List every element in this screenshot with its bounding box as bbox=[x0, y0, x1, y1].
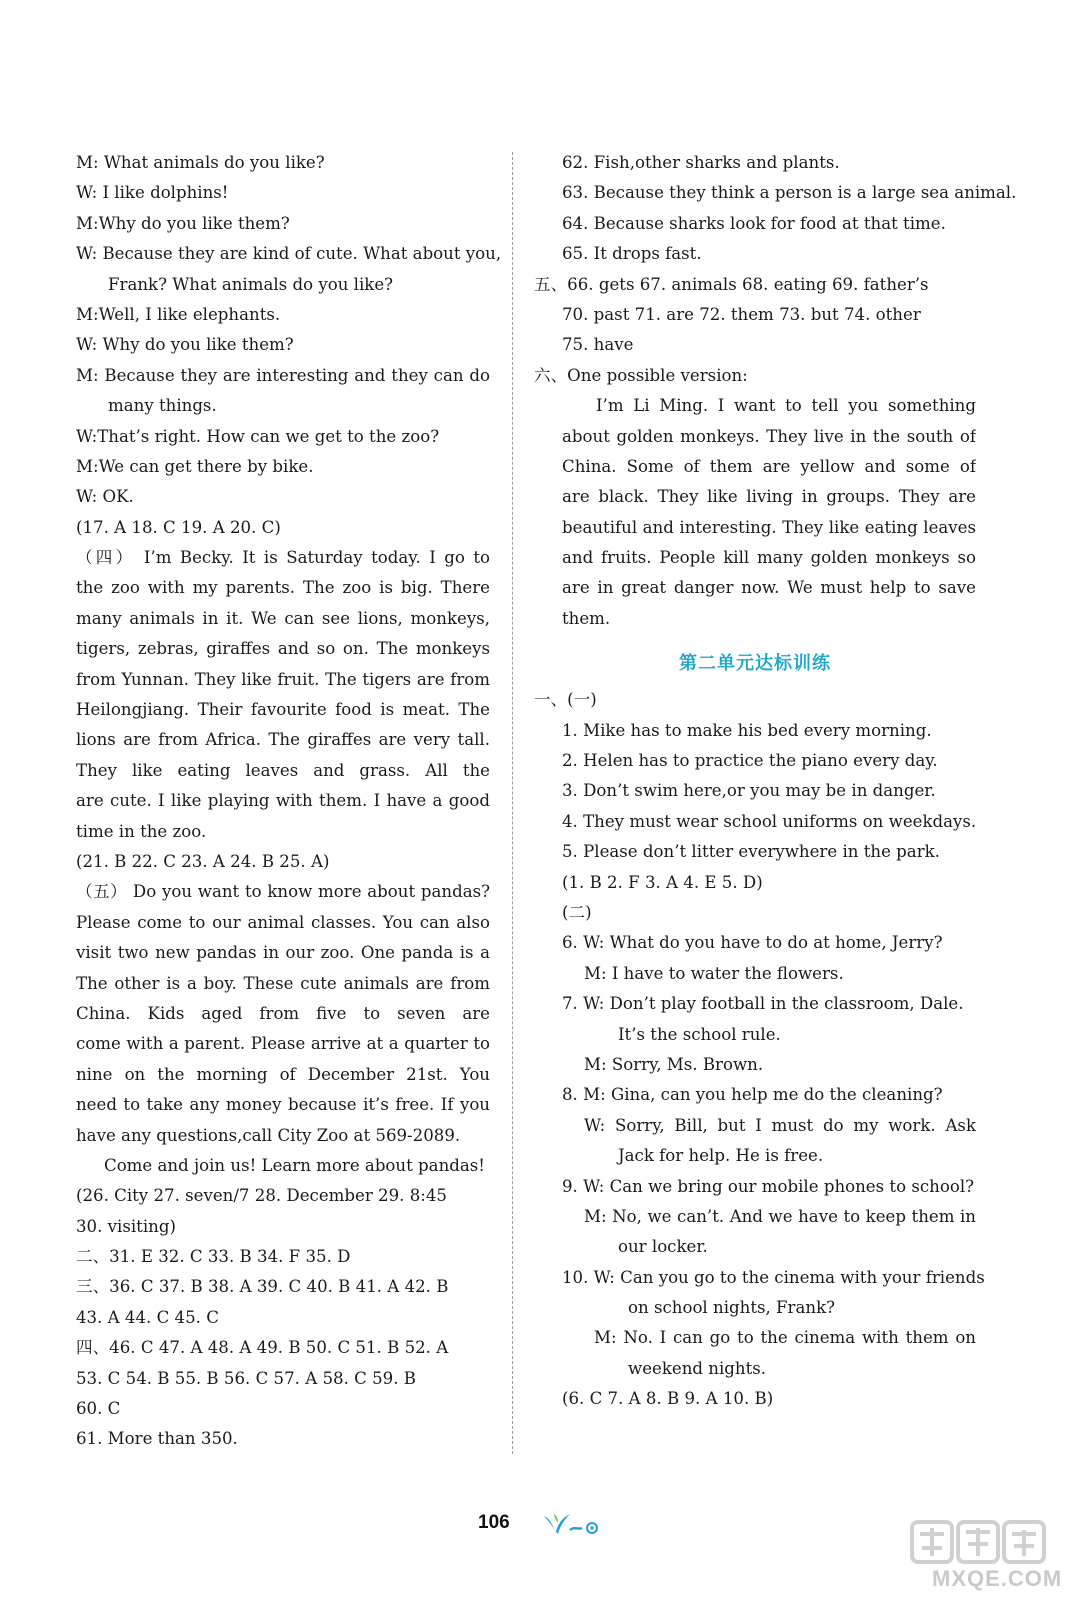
unit-title: 第二单元达标训练 bbox=[679, 653, 831, 675]
answer-line: 4. They must wear school uniforms on weekdays. bbox=[562, 811, 977, 831]
answer-key-line: (6. C 7. A 8. B 9. A 10. B) bbox=[562, 1389, 774, 1409]
dialogue-line: W: I like dolphins! bbox=[76, 183, 229, 203]
dialogue-line: 6. W: What do you have to do at home, Jerry? bbox=[562, 933, 943, 953]
passage-line: Come and join us! Learn more about pandas! bbox=[104, 1155, 485, 1175]
answer-key-line: (21. B 22. C 23. A 24. B 25. A) bbox=[76, 851, 330, 871]
dialogue-line: W: Why do you like them? bbox=[76, 335, 294, 355]
passage-line: Please come to our animal classes. You can also bbox=[76, 912, 490, 932]
passage-line: have any questions,call City Zoo at 569-2089. bbox=[76, 1125, 461, 1145]
dialogue-line: on school nights, Frank? bbox=[628, 1298, 836, 1318]
dialogue-line: M: Sorry, Ms. Brown. bbox=[584, 1054, 764, 1074]
answer-key-line: 四、46. C 47. A 48. A 49. B 50. C 51. B 52. A bbox=[76, 1338, 449, 1358]
dialogue-line: W: Sorry, Bill, but I must do my work. Ask bbox=[584, 1115, 976, 1135]
essay-line: are black. They like living in groups. They are bbox=[562, 487, 976, 507]
section-heading: 六、One possible version: bbox=[534, 365, 748, 385]
answer-key-line: 二、31. E 32. C 33. B 34. F 35. D bbox=[76, 1247, 351, 1267]
dialogue-line: weekend nights. bbox=[628, 1358, 767, 1378]
passage-line: visit two new pandas in our zoo. One panda is a bbox=[76, 943, 490, 963]
dialogue-line: W: OK. bbox=[76, 487, 134, 507]
answer-key-line: 61. More than 350. bbox=[76, 1429, 238, 1449]
answer-line: 3. Don’t swim here,or you may be in danger. bbox=[562, 781, 936, 801]
answer-line: 62. Fish,other sharks and plants. bbox=[562, 153, 840, 172]
dialogue-line: M: I have to water the flowers. bbox=[584, 963, 844, 983]
left-column bbox=[76, 148, 502, 1455]
dialogue-line: 8. M: Gina, can you help me do the cleaning? bbox=[562, 1085, 943, 1105]
passage-line: come with a parent. Please arrive at a quarter to bbox=[76, 1034, 490, 1054]
right-column bbox=[534, 148, 1017, 1415]
passage-line: （五） Do you want to know more about pandas? bbox=[76, 882, 490, 902]
essay-line: I’m Li Ming. I want to tell you something bbox=[596, 396, 976, 416]
answer-line: 2. Helen has to practice the piano every day. bbox=[562, 751, 938, 771]
dialogue-line: 7. W: Don’t play football in the classroom, Dale. bbox=[562, 994, 964, 1014]
passage-line: from Yunnan. They like fruit. The tigers are from bbox=[76, 669, 490, 689]
answer-key-line: 60. C bbox=[76, 1399, 121, 1419]
dialogue-line: W: Because they are kind of cute. What about you, bbox=[76, 244, 502, 264]
passage-line: China. Kids aged from five to seven are bbox=[76, 1003, 490, 1023]
answer-key-line: (1. B 2. F 3. A 4. E 5. D) bbox=[562, 872, 763, 892]
dialogue-line: 9. W: Can we bring our mobile phones to school? bbox=[562, 1176, 975, 1196]
dialogue-line: our locker. bbox=[618, 1237, 708, 1257]
answer-key-line: 五、66. gets 67. animals 68. eating 69. father’s bbox=[534, 274, 929, 294]
dialogue-line: many things. bbox=[108, 396, 217, 416]
dialogue-line: Frank? What animals do you like? bbox=[108, 274, 394, 294]
answer-line: 65. It drops fast. bbox=[562, 244, 702, 264]
answer-key-line: 75. have bbox=[562, 335, 634, 355]
passage-line: nine on the morning of December 21st. You bbox=[76, 1064, 490, 1084]
passage-line: the zoo with my parents. The zoo is big. There bbox=[76, 578, 490, 598]
answer-key-line: 43. A 44. C 45. C bbox=[76, 1307, 219, 1327]
passage-line: many animals in it. We can see lions, monkeys, bbox=[76, 608, 490, 628]
answer-key-line: 三、36. C 37. B 38. A 39. C 40. B 41. A 42. B bbox=[76, 1277, 449, 1297]
dialogue-line: 10. W: Can you go to the cinema with your friends bbox=[562, 1267, 985, 1287]
column-divider bbox=[512, 152, 513, 1454]
answer-line: 5. Please don’t litter everywhere in the park. bbox=[562, 842, 940, 862]
dialogue-line: W:That’s right. How can we get to the zoo? bbox=[76, 426, 440, 446]
dialogue-line: M:Why do you like them? bbox=[76, 213, 290, 233]
passage-line: need to take any money because it’s free. If you bbox=[76, 1095, 490, 1115]
passage-line: Heilongjiang. Their favourite food is meat. The bbox=[76, 700, 490, 720]
essay-line: China. Some of them are yellow and some of bbox=[562, 456, 976, 476]
answer-key-line: 30. visiting) bbox=[76, 1216, 176, 1236]
watermark-text: MXQE.COM bbox=[932, 1566, 1063, 1591]
answer-line: 1. Mike has to make his bed every morning. bbox=[562, 720, 932, 740]
dialogue-line: M: No, we can’t. And we have to keep them in bbox=[584, 1206, 976, 1226]
dialogue-line: M: Because they are interesting and they can do bbox=[76, 365, 490, 385]
dialogue-line: M:We can get there by bike. bbox=[76, 456, 314, 476]
dialogue-line: M: What animals do you like? bbox=[76, 153, 325, 172]
passage-line: lions are from Africa. The giraffes are very tall. bbox=[76, 730, 490, 750]
passage-line: The other is a boy. These cute animals are from bbox=[76, 973, 490, 993]
dialogue-line: M:Well, I like elephants. bbox=[76, 304, 281, 324]
essay-line: are in great danger now. We must help to save bbox=[562, 578, 976, 598]
answer-key-line: (17. A 18. C 19. A 20. C) bbox=[76, 517, 281, 537]
passage-line: tigers, zebras, giraffes and so on. The monkeys bbox=[76, 639, 490, 659]
answer-key-line: (26. City 27. seven/7 28. December 29. 8:45 bbox=[76, 1186, 447, 1206]
dialogue-line: M: No. I can go to the cinema with them on bbox=[594, 1328, 976, 1348]
answer-line: 63. Because they think a person is a large sea animal. bbox=[562, 183, 1017, 203]
passage-line: （四） I’m Becky. It is Saturday today. I go to bbox=[76, 548, 490, 568]
dialogue-line: Jack for help. He is free. bbox=[618, 1146, 824, 1166]
section-heading: 一、(一) bbox=[534, 690, 597, 710]
essay-line: beautiful and interesting. They like eating leaves bbox=[562, 517, 976, 537]
answer-line: 64. Because sharks look for food at that time. bbox=[562, 213, 946, 233]
dialogue-line: It’s the school rule. bbox=[618, 1024, 781, 1044]
passage-line: They like eating leaves and grass. All the bbox=[76, 760, 490, 780]
essay-line: them. bbox=[562, 608, 611, 628]
essay-line: and fruits. People kill many golden monkeys so bbox=[562, 548, 976, 568]
page-number: 106 bbox=[478, 1512, 510, 1533]
section-heading: (二) bbox=[562, 902, 592, 922]
essay-line: about golden monkeys. They live in the south of bbox=[562, 426, 976, 446]
answer-key-line: 70. past 71. are 72. them 73. but 74. other bbox=[562, 304, 921, 324]
passage-line: are cute. I like playing with them. I have a good bbox=[76, 791, 490, 811]
publisher-logo-icon bbox=[540, 1510, 620, 1536]
answer-key-line: 53. C 54. B 55. B 56. C 57. A 58. C 59. B bbox=[76, 1368, 416, 1388]
passage-line: time in the zoo. bbox=[76, 821, 207, 841]
